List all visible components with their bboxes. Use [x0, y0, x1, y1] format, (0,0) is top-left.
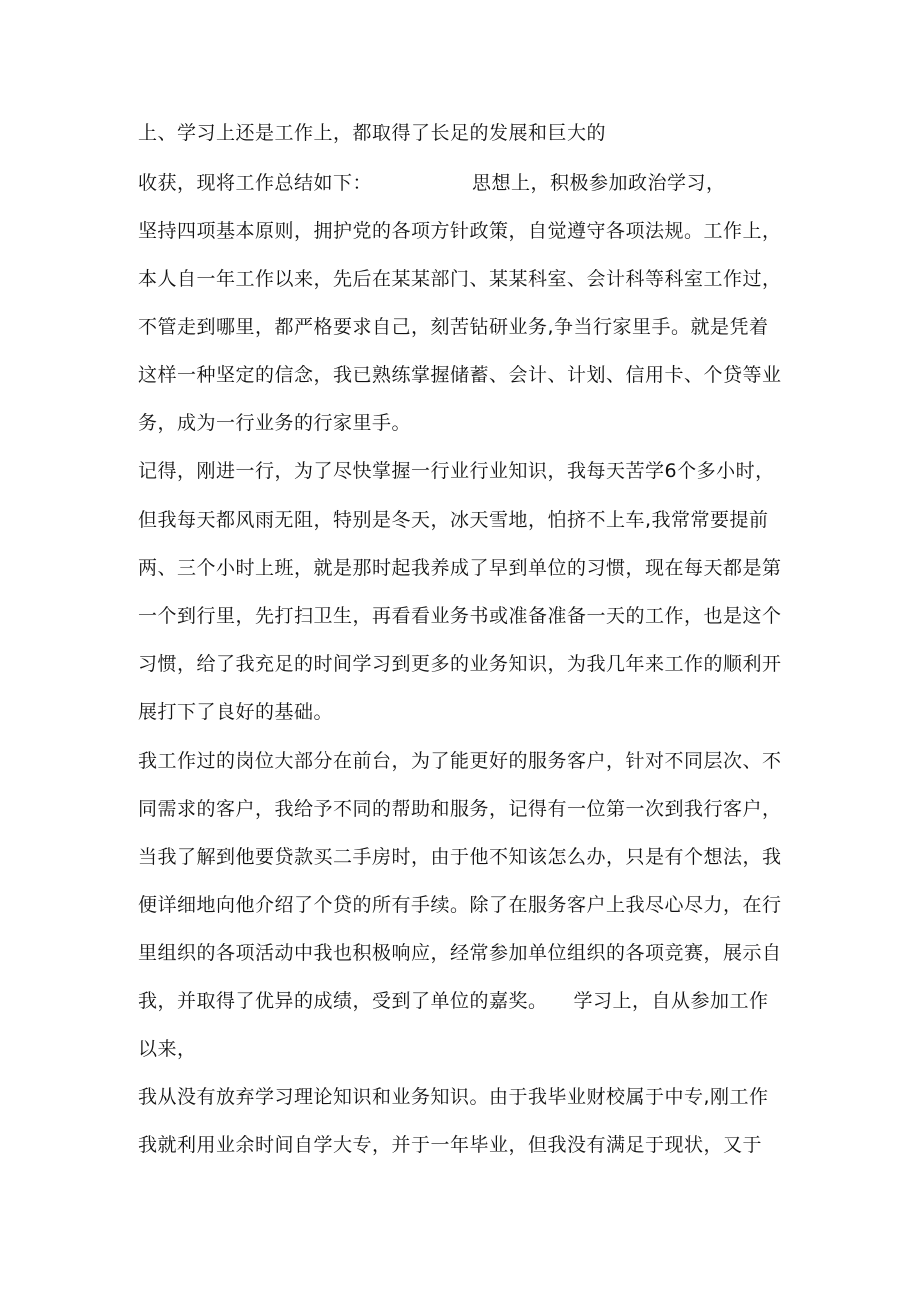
- text-segment: 我，并取得了优异的成绩，受到了单位的嘉奖。: [138, 990, 548, 1012]
- text-line: 我从没有放弃学习理论知识和业务知识。由于我毕业财校属于中专,刚工作: [138, 1086, 769, 1108]
- text-line: [138, 989, 769, 1013]
- text-segment: 收获，现将工作总结如下：: [138, 172, 373, 194]
- text-line: 记得，刚进一行，为了尽快掌握一行业行业知识，我每天苦学6个多小时，: [138, 460, 775, 482]
- text-line: 但我每天都风雨无阻，特别是冬天，冰天雪地，怕挤不上车,我常常要提前: [138, 509, 769, 531]
- text-line: 不管走到哪里，都严格要求自己，刻苦钻研业务,争当行家里手。就是凭着: [138, 316, 769, 338]
- text-line: 展打下了良好的基础。: [138, 701, 334, 723]
- text-line: 上、学习上还是工作上，都取得了长足的发展和巨大的: [138, 122, 607, 144]
- text-line: [138, 171, 726, 195]
- text-line: 里组织的各项活动中我也积极响应，经常参加单位组织的各项竞赛，展示自: [138, 942, 782, 964]
- text-line: 坚持四项基本原则，拥护党的各项方针政策，自觉遵守各项法规。工作上，: [138, 220, 782, 242]
- text-line: 便详细地向他介绍了个贷的所有手续。除了在服务客户上我尽心尽力，在行: [138, 894, 782, 916]
- text-line: 我就利用业余时间自学大专，并于一年毕业，但我没有满足于现状，又于: [138, 1134, 763, 1156]
- text-line: 我工作过的岗位大部分在前台，为了能更好的服务客户，针对不同层次、不: [138, 750, 782, 772]
- text-line: 这样一种坚定的信念，我已熟练掌握储蓄、会计、计划、信用卡、个贷等业: [138, 364, 782, 386]
- text-line: 同需求的客户，我给予不同的帮助和服务，记得有一位第一次到我行客户，: [138, 798, 782, 820]
- text-segment: 学习上，自从参加工作: [573, 990, 769, 1012]
- text-line: 两、三个小时上班，就是那时起我养成了早到单位的习惯，现在每天都是第: [138, 557, 782, 579]
- text-line: 习惯，给了我充足的时间学习到更多的业务知识，为我几年来工作的顺利开: [138, 653, 782, 675]
- text-line: 务，成为一行业务的行家里手。: [138, 412, 412, 434]
- text-line: 一个到行里，先打扫卫生，再看看业务书或准备准备一天的工作，也是这个: [138, 605, 782, 627]
- text-segment: 思想上，积极参加政治学习，: [472, 172, 726, 194]
- text-line: 当我了解到他要贷款买二手房时，由于他不知该怎么办，只是有个想法，我: [138, 846, 782, 868]
- text-line: 以来，: [138, 1038, 197, 1060]
- text-line: 本人自一年工作以来，先后在某某部门、某某科室、会计科等科室工作过，: [138, 268, 782, 290]
